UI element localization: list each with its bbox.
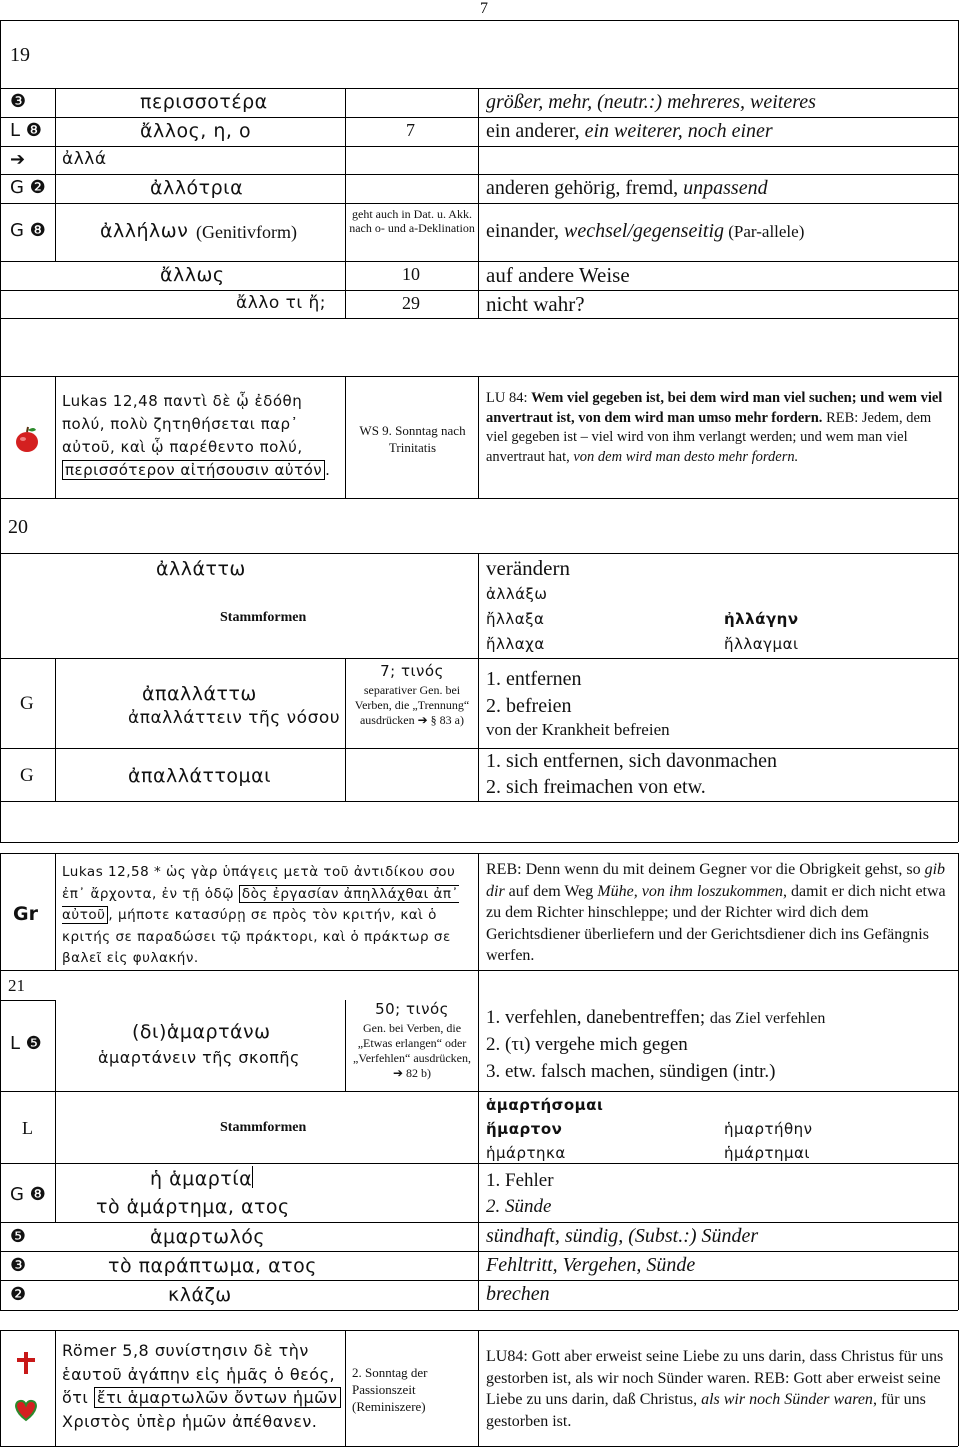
german-meaning: von der Krankheit befreien [486, 720, 670, 739]
reference-number: 29 [402, 293, 420, 313]
section-number: 20 [8, 516, 28, 538]
page-number: 7 [480, 0, 488, 17]
greek-word: τὸ παράπτωμα, ατος [108, 1255, 317, 1277]
stem-form: ἤλλαγμαι [724, 635, 799, 653]
stem-form: ἥμαρτον [486, 1120, 563, 1138]
german-meaning: größer, mehr, (neutr.:) mehreres, weiteres [486, 91, 816, 113]
greek-word: ἄλλως [160, 264, 225, 286]
greek-word: ἀπαλλάττομαι [128, 765, 272, 787]
stem-form: ἠλλάγην [724, 610, 799, 628]
greek-word: περισσοτέρα [140, 91, 268, 113]
german-meaning: 3. etw. falsch machen, sündigen (intr.) [486, 1061, 776, 1082]
bible-verse-greek: Römer 5,8 συνίστησιν δὲ τὴν ἑαυτοῦ ἀγάπην εἰς ἡμᾶς ὁ θεός, ὅτι ἔτι ἁμαρτωλῶν ὄντων ἡμῶν Χριστὸς ὑπὲρ ἡμῶν ἀπέθανεν. [62, 1339, 342, 1433]
boxed-phrase: περισσότερον αἰτήσουσιν αὐτόν [62, 460, 325, 480]
german-meaning: einander, wechsel/gegenseitig (Par-allele) [486, 220, 805, 242]
reference-number: 7; τινός [380, 662, 444, 680]
german-meaning: Fehltritt, Vergehen, Sünde [486, 1254, 696, 1276]
german-meaning: anderen gehörig, fremd, unpassend [486, 177, 768, 199]
german-meaning: 1. Fehler [486, 1170, 554, 1191]
german-meaning: sündhaft, sündig, (Subst.:) Sünder [486, 1225, 759, 1247]
row-mark: ❸ [10, 91, 27, 112]
row-mark: G ❽ [10, 1184, 46, 1205]
stammformen-label: Stammformen [220, 1120, 307, 1135]
translation-block: REB: Denn wenn du mit deinem Gegner vor die Obrigkeit gehst, so gib dir auf dem Weg Mühe, von ihm loszukommen, damit er dich nicht etwa zu dem Richter hinschleppe; und der Richter wird dich dem Gerichtsdiener überliefern und der Gerichtsdiener dich ins Gefängnis werfen. [486, 861, 946, 964]
row-mark: G ❷ [10, 177, 46, 198]
stammformen-label: Stammformen [220, 610, 307, 625]
stem-form: ἡμάρτημαι [724, 1144, 811, 1162]
grammar-note: Gen. bei Verben, die „Etwas erlangen“ oder „Verfehlen“ ausdrücken, ➔ 82 b) [353, 1021, 471, 1080]
boxed-phrase: ἔτι ἁμαρτωλῶν ὄντων ἡμῶν [94, 1387, 341, 1408]
greek-word: ἄλλος, η, ο [140, 120, 252, 142]
german-meaning: ein anderer, ein weiterer, noch einer [486, 120, 773, 142]
reference-number: 7 [406, 120, 415, 140]
row-mark: ❸ [10, 1255, 27, 1276]
cross-icon [14, 1350, 38, 1376]
greek-word: κλάζω [168, 1284, 232, 1306]
reference-number: 50; τινός [375, 1000, 449, 1018]
row-mark: L ❺ [10, 1033, 42, 1054]
greek-word: ἄλλο τι ἤ; [236, 293, 327, 313]
greek-word: ἁμαρτωλός [150, 1226, 266, 1248]
german-meaning: auf andere Weise [486, 263, 630, 287]
greek-phrase: ἁμαρτάνειν τῆς σκοπῆς [98, 1048, 300, 1067]
row-mark: G [20, 765, 34, 786]
german-meaning: 2. Sünde [486, 1196, 552, 1217]
stem-form: ἡμαρτήθην [724, 1120, 813, 1138]
german-meaning: nicht wahr? [486, 292, 585, 316]
grammar-note: geht auch in Dat. u. Akk. nach o- und a-Deklination [349, 207, 475, 235]
row-mark: L ❽ [10, 120, 42, 141]
german-meaning: verändern [486, 556, 570, 580]
bible-verse-greek: Lukas 12,58 * ὡς γὰρ ὑπάγεις μετὰ τοῦ ἀντιδίκου σου ἐπ᾽ ἄρχοντα, ἐν τῇ ὁδῷ δὸς ἐργασίαν ἀπηλλάχθαι ἀπ᾽ αὐτοῦ , μήποτε κατασύρῃ σε πρὸς τὸν κριτήν, καὶ ὁ κριτής σε παραδώσει τῷ πράκτορι, καὶ ὁ πράκτωρ σε βαλεῖ εἰς φυλακήν. [62, 864, 459, 966]
greek-word: ἡ ἁμαρτία [150, 1168, 253, 1190]
greek-note: (Genitivform) [196, 222, 297, 242]
german-meaning: 2. (τι) vergehe mich gegen [486, 1034, 688, 1055]
stem-form: ἡμάρτηκα [486, 1144, 566, 1162]
section-number: 21 [8, 976, 25, 995]
german-meaning: brechen [486, 1283, 550, 1305]
greek-phrase: ἀπαλλάττειν τῆς νόσου [128, 708, 341, 728]
row-mark: ❷ [10, 1284, 27, 1305]
german-meaning: 2. befreien [486, 695, 572, 717]
stem-form: ἤλλαξα [486, 610, 545, 628]
bible-verse-greek: Lukas 12,48 παντὶ δὲ ᾧ ἐδόθη πολύ, πολὺ ζητηθήσεται παρ᾽ αὐτοῦ, καὶ ᾧ παρέθεντο πολύ, περισσότερον αἰτήσουσιν αὐτόν . [62, 392, 331, 479]
german-meaning: 1. sich entfernen, sich davonmachen [486, 750, 778, 772]
greek-word: τὸ ἁμάρτημα, ατος [96, 1196, 290, 1218]
greek-word: ἀλλήλων [100, 220, 189, 242]
occasion: 2. Sonntag der Passionszeit (Reminiszere) [352, 1365, 428, 1414]
arrow-icon: ➔ [10, 149, 26, 170]
row-mark: G ❽ [10, 220, 46, 241]
boxed-phrase: δὸς ἐργασίαν ἀπηλλάχθαι ἀπ᾽ αὐτοῦ [62, 885, 459, 923]
occasion: WS 9. Sonntag nach Trinitatis [359, 423, 466, 455]
greek-word: ἀπαλλάττω [142, 683, 257, 705]
row-mark: ❺ [10, 1226, 27, 1247]
german-meaning: 1. entfernen [486, 668, 582, 690]
greek-word: ἀλλάττω [156, 558, 246, 580]
row-mark: G [20, 693, 34, 714]
greek-word: (δι)ἁμαρτάνω [132, 1021, 271, 1043]
gr-icon [12, 900, 44, 926]
stem-form: ἀλλάξω [486, 585, 548, 603]
apple-icon [12, 424, 42, 454]
heart-icon [12, 1398, 40, 1422]
stem-form: ἤλλαχα [486, 635, 545, 653]
svg-text:Gr: Gr [13, 903, 38, 925]
german-meaning: 2. sich freimachen von etw. [486, 776, 706, 798]
greek-word: ἀλλότρια [150, 177, 244, 199]
greek-word: ἀλλά [62, 149, 107, 169]
german-meaning: 1. verfehlen, danebentreffen; das Ziel verfehlen [486, 1007, 826, 1028]
reference-number: 10 [402, 264, 420, 284]
translation-block: LU84: Gott aber erweist seine Liebe zu uns darin, dass Christus für uns gestorben ist, als wir noch Sünder waren. REB: Gott aber erweist seine Liebe zu uns darin, daß Christus, als wir noch Sünder waren, für uns gestorben ist. [486, 1348, 944, 1430]
grammar-note: separativer Gen. bei Verben, die „Trennung“ ausdrücken ➔ § 83 a) [354, 683, 470, 727]
stem-form: ἁμαρτήσομαι [486, 1096, 604, 1114]
row-mark: L [22, 1118, 33, 1138]
section-number: 19 [10, 44, 30, 66]
translation-block: LU 84: Wem viel gegeben ist, bei dem wird man viel suchen; und wem viel anvertraut ist, von dem wird man umso mehr fordern. REB: Jedem, dem viel gegeben ist – viel wird von ihm verlangt werden; und wem man viel anvertraut hat, von dem wird man desto mehr fordern. [486, 390, 943, 465]
